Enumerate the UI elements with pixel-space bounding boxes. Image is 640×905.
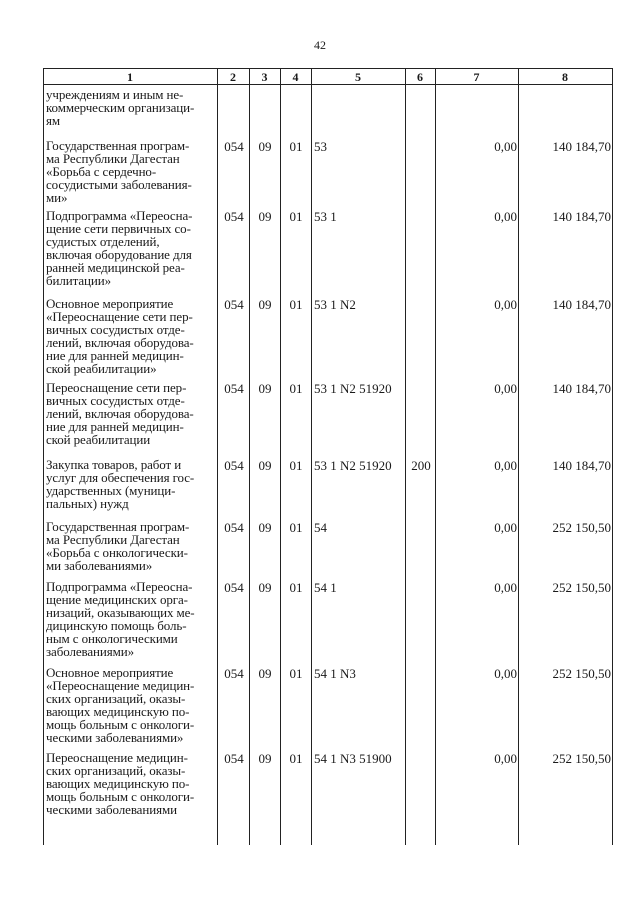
- row-name-line: Подпрограмма «Переосна-: [46, 579, 193, 594]
- cell-subsection: 01: [289, 458, 303, 473]
- column-divider: [217, 68, 218, 845]
- row-name-line: ударственных (муници-: [46, 483, 176, 498]
- row-name-line: ным с онкологическими: [46, 631, 178, 646]
- cell-target-article: 54 1 N3: [314, 666, 356, 681]
- row-name: [46, 458, 214, 510]
- cell-subsection: 01: [289, 666, 303, 681]
- row-name-line: ских организаций, оказы-: [46, 763, 186, 778]
- cell-section: 09: [258, 580, 272, 595]
- cell-section: 09: [258, 381, 272, 396]
- cell-sum-7: 0,00: [494, 381, 517, 396]
- cell-target-article: 53 1 N2 51920: [314, 458, 392, 473]
- row-name: [46, 209, 214, 287]
- cell-gov-code: 054: [224, 381, 244, 396]
- header-cell-7: 7: [473, 70, 480, 84]
- cell-gov-code: 054: [224, 666, 244, 681]
- cell-subsection: 01: [289, 381, 303, 396]
- cell-target-article: 54: [314, 520, 327, 535]
- row-name-line: Переоснащение сети пер-: [46, 380, 187, 395]
- cell-sum-7: 0,00: [494, 580, 517, 595]
- cell-expense-type: 200: [411, 458, 431, 473]
- cell-subsection: 01: [289, 751, 303, 766]
- row-name-line: включая оборудование для: [46, 247, 192, 262]
- row-name-line: вающих медицинскую по-: [46, 776, 190, 791]
- cell-gov-code: 054: [224, 580, 244, 595]
- row-name-line: пальных) нужд: [46, 496, 129, 511]
- header-cell-3: 3: [261, 70, 268, 84]
- cell-section: 09: [258, 458, 272, 473]
- row-name-line: ние для ранней медицин-: [46, 419, 184, 434]
- cell-section: 09: [258, 520, 272, 535]
- cell-sum-7: 0,00: [494, 297, 517, 312]
- row-name: [46, 88, 214, 127]
- cell-gov-code: 054: [224, 751, 244, 766]
- row-name-line: «Переоснащение медицин-: [46, 678, 195, 693]
- row-name-line: вичных сосудистых отде-: [46, 322, 185, 337]
- cell-subsection: 01: [289, 580, 303, 595]
- cell-sum-8: 140 184,70: [552, 139, 611, 154]
- cell-target-article: 53 1 N2: [314, 297, 356, 312]
- row-name-line: щение медицинских орга-: [46, 592, 188, 607]
- row-name-line: «Борьба с сердечно-: [46, 164, 157, 179]
- cell-subsection: 01: [289, 297, 303, 312]
- row-name-line: Государственная програм-: [46, 138, 190, 153]
- row-name-line: ми»: [46, 190, 68, 205]
- row-name-line: низаций, оказывающих ме-: [46, 605, 195, 620]
- row-name-line: Подпрограмма «Переосна-: [46, 208, 193, 223]
- table-header: [43, 68, 613, 85]
- row-name-line: заболеваниями»: [46, 644, 135, 659]
- row-name-line: Основное мероприятие: [46, 296, 174, 311]
- row-name-line: Переоснащение медицин-: [46, 750, 188, 765]
- column-divider: [405, 68, 406, 845]
- cell-sum-7: 0,00: [494, 751, 517, 766]
- header-cell-6: 6: [417, 70, 423, 84]
- cell-subsection: 01: [289, 139, 303, 154]
- row-name-line: ческими заболеваниями»: [46, 730, 184, 745]
- row-name-line: ских организаций, оказы-: [46, 691, 186, 706]
- cell-target-article: 54 1: [314, 580, 337, 595]
- row-name-line: судистых отделений,: [46, 234, 160, 249]
- row-name: [46, 381, 214, 446]
- row-name: [46, 297, 214, 375]
- row-name: [46, 666, 214, 744]
- row-name-line: ческими заболеваниями: [46, 802, 177, 817]
- cell-target-article: 53: [314, 139, 327, 154]
- row-name-line: вичных сосудистых отде-: [46, 393, 185, 408]
- row-name-line: лений, включая оборудова-: [46, 335, 194, 350]
- row-name-line: щение сети первичных со-: [46, 221, 191, 236]
- row-name-line: ской реабилитации»: [46, 361, 157, 376]
- row-name-line: «Переоснащение сети пер-: [46, 309, 193, 324]
- cell-gov-code: 054: [224, 520, 244, 535]
- row-name-line: лений, включая оборудова-: [46, 406, 194, 421]
- row-name-line: услуг для обеспечения гос-: [46, 470, 195, 485]
- column-divider: [435, 68, 436, 845]
- row-name: [46, 520, 214, 572]
- row-name-line: коммерческим организаци-: [46, 100, 195, 115]
- row-name-line: «Борьба с онкологически-: [46, 545, 188, 560]
- cell-target-article: 53 1 N2 51920: [314, 381, 392, 396]
- cell-sum-7: 0,00: [494, 520, 517, 535]
- row-name-line: ма Республики Дагестан: [46, 151, 180, 166]
- column-divider: [280, 68, 281, 845]
- cell-gov-code: 054: [224, 139, 244, 154]
- cell-sum-7: 0,00: [494, 666, 517, 681]
- cell-target-article: 53 1: [314, 209, 337, 224]
- header-cell-8: 8: [562, 70, 568, 84]
- row-name-line: Государственная програм-: [46, 519, 190, 534]
- row-name-line: дицинскую помощь боль-: [46, 618, 187, 633]
- row-name-line: ям: [46, 113, 61, 128]
- header-cell-4: 4: [292, 70, 299, 84]
- cell-sum-7: 0,00: [494, 139, 517, 154]
- header-cell-1: 1: [127, 70, 133, 84]
- cell-gov-code: 054: [224, 458, 244, 473]
- row-name-line: ранней медицинской реа-: [46, 260, 185, 275]
- cell-sum-8: 140 184,70: [552, 209, 611, 224]
- row-name-line: учреждениям и иным не-: [46, 87, 184, 102]
- row-name-line: ние для ранней медицин-: [46, 348, 184, 363]
- cell-sum-7: 0,00: [494, 209, 517, 224]
- row-name-line: ми заболеваниями»: [46, 558, 153, 573]
- row-name-line: ской реабилитации: [46, 432, 151, 447]
- row-name-line: Закупка товаров, работ и: [46, 457, 182, 472]
- budget-table: [43, 68, 613, 845]
- cell-sum-8: 252 150,50: [552, 520, 611, 535]
- row-name-line: ма Республики Дагестан: [46, 532, 180, 547]
- cell-sum-8: 140 184,70: [552, 381, 611, 396]
- cell-section: 09: [258, 139, 272, 154]
- row-name-line: мощь больным с онкологи-: [46, 789, 195, 804]
- row-name: [46, 139, 214, 204]
- row-name-line: сосудистыми заболевания-: [46, 177, 192, 192]
- header-cell-2: 2: [230, 70, 236, 84]
- cell-sum-8: 140 184,70: [552, 297, 611, 312]
- cell-section: 09: [258, 209, 272, 224]
- column-divider: [518, 68, 519, 845]
- row-name-line: вающих медицинскую по-: [46, 704, 190, 719]
- page-number: 42: [314, 38, 326, 52]
- column-divider: [43, 68, 44, 845]
- cell-sum-8: 252 150,50: [552, 580, 611, 595]
- column-divider: [311, 68, 312, 845]
- cell-sum-8: 252 150,50: [552, 666, 611, 681]
- row-name-line: Основное мероприятие: [46, 665, 174, 680]
- cell-sum-7: 0,00: [494, 458, 517, 473]
- cell-section: 09: [258, 297, 272, 312]
- cell-target-article: 54 1 N3 51900: [314, 751, 392, 766]
- cell-sum-8: 140 184,70: [552, 458, 611, 473]
- cell-sum-8: 252 150,50: [552, 751, 611, 766]
- row-name: [46, 580, 214, 658]
- cell-subsection: 01: [289, 209, 303, 224]
- column-divider: [249, 68, 250, 845]
- cell-gov-code: 054: [224, 297, 244, 312]
- cell-section: 09: [258, 666, 272, 681]
- cell-subsection: 01: [289, 520, 303, 535]
- cell-gov-code: 054: [224, 209, 244, 224]
- column-divider: [612, 68, 613, 845]
- cell-section: 09: [258, 751, 272, 766]
- row-name-line: билитации»: [46, 273, 111, 288]
- row-name: [46, 751, 214, 816]
- row-name-line: мощь больным с онкологи-: [46, 717, 195, 732]
- header-cell-5: 5: [355, 70, 361, 84]
